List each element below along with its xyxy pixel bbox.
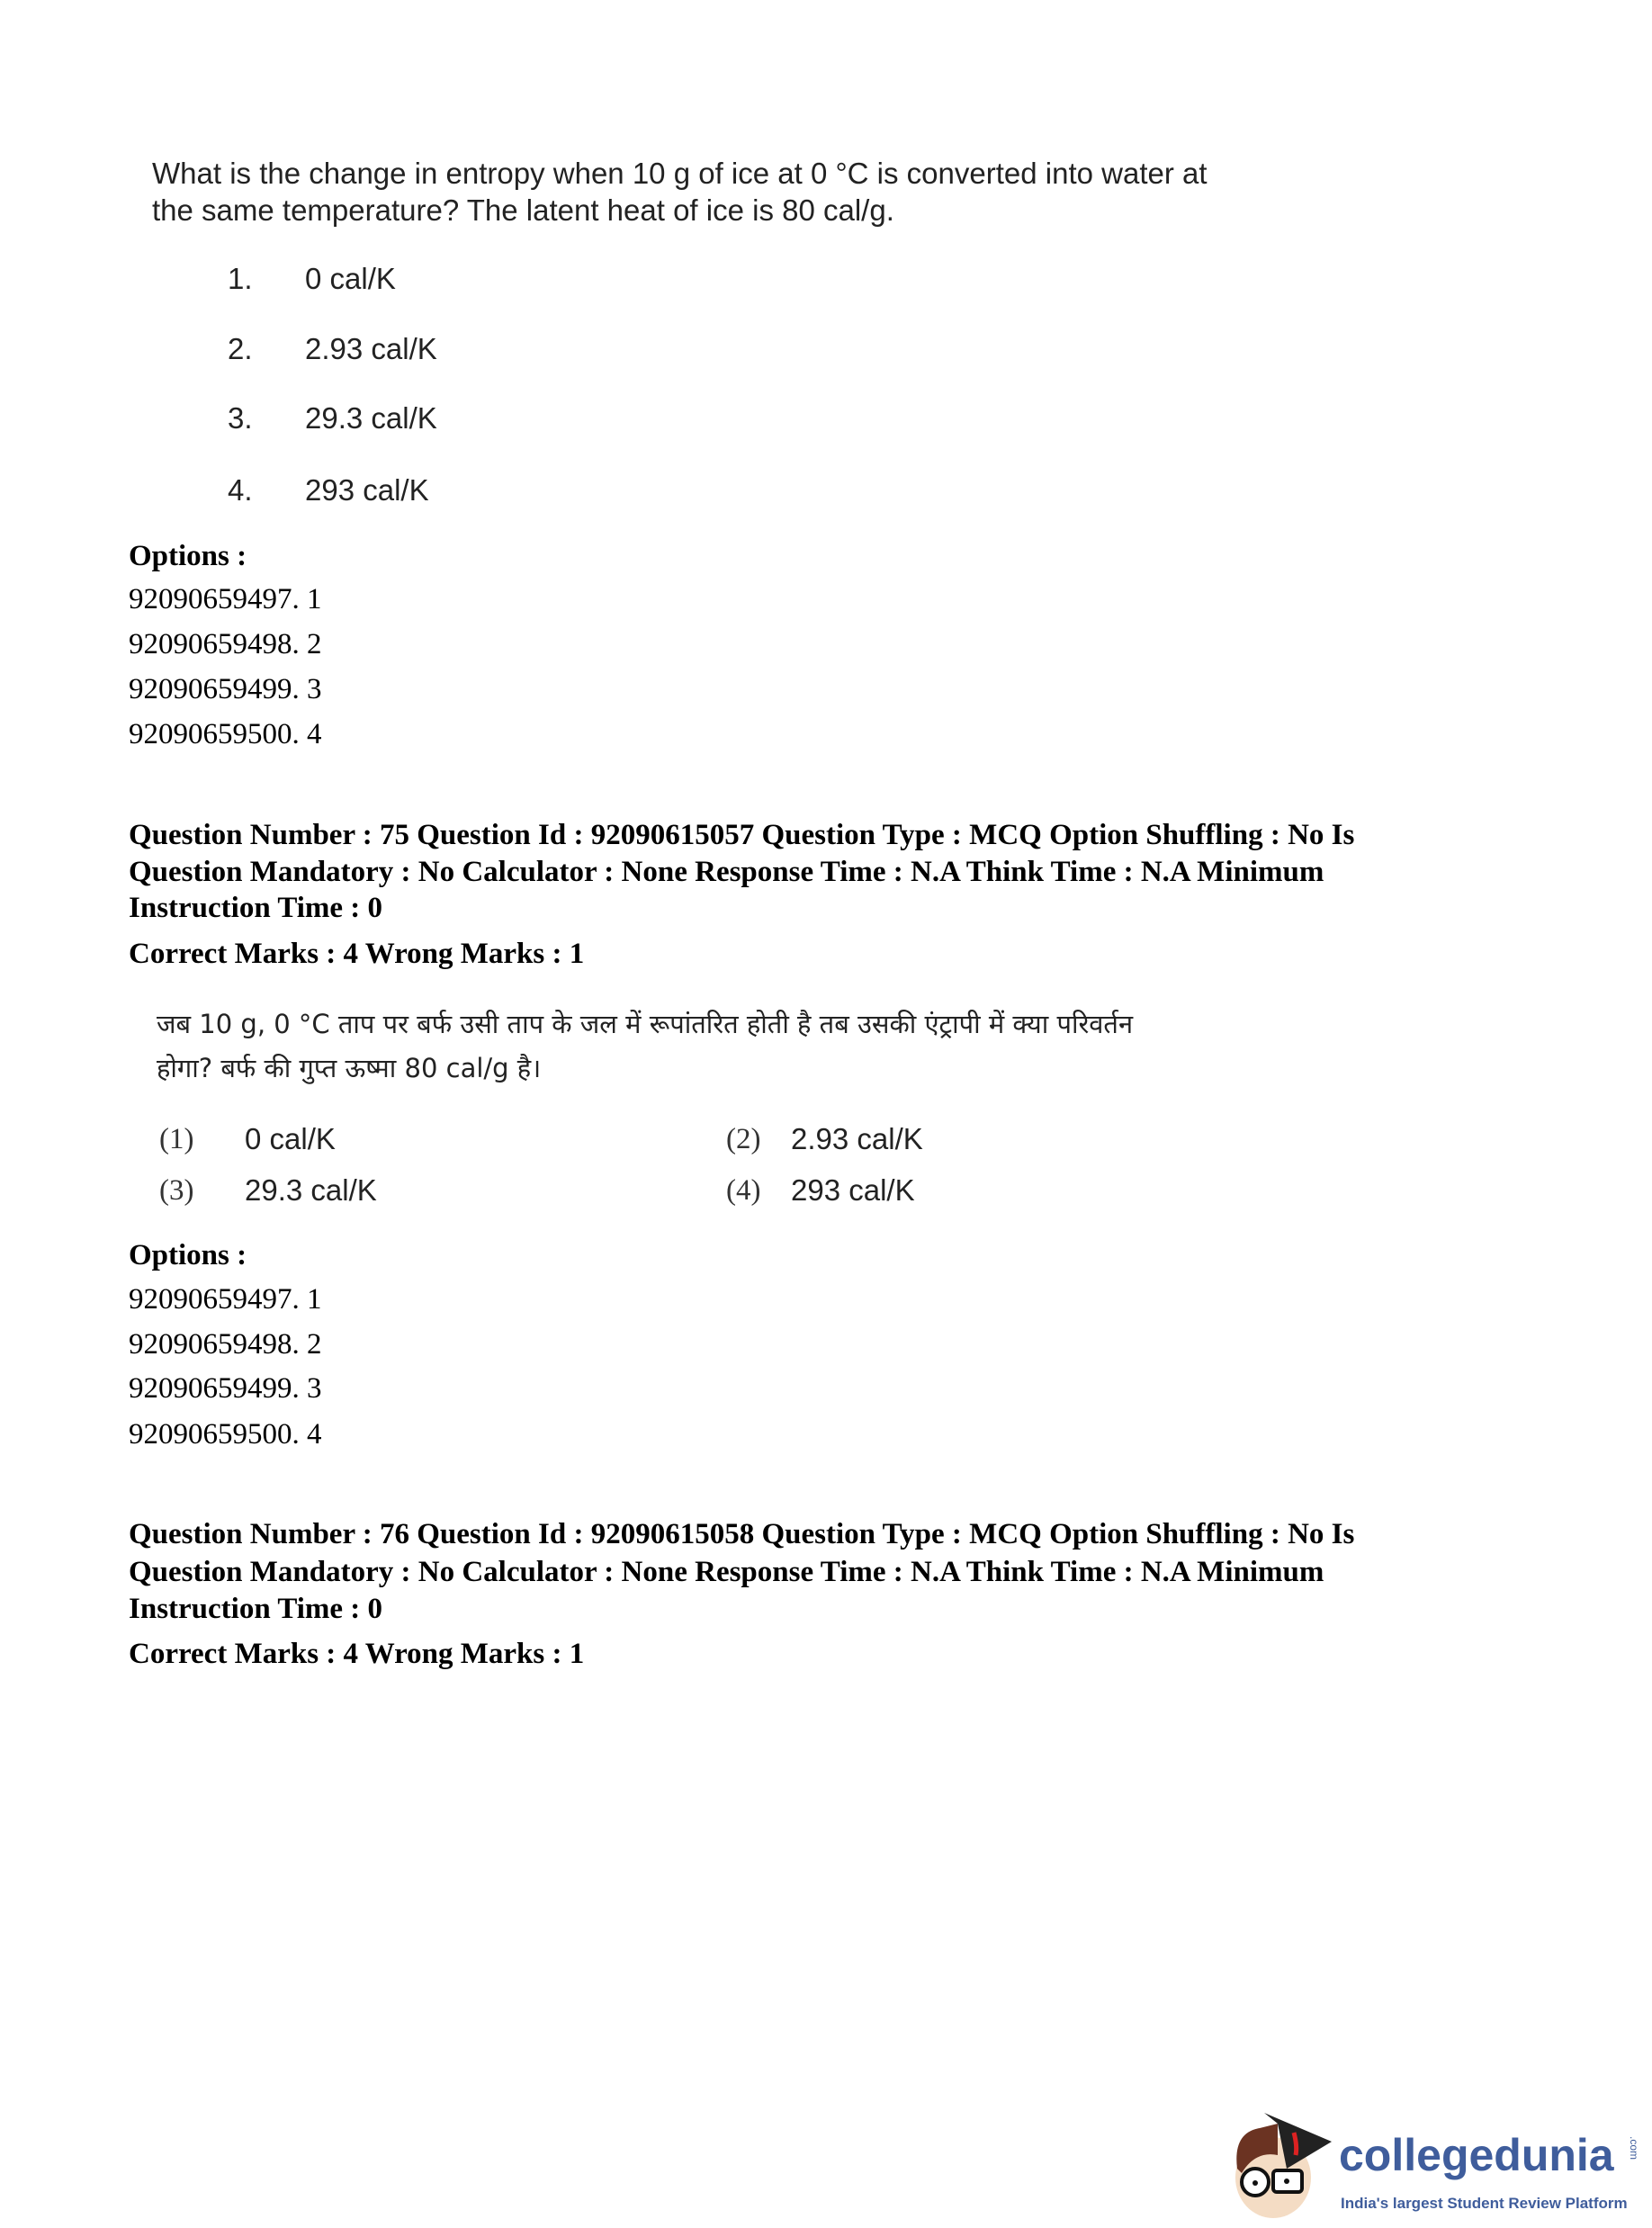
choice-text: 29.3 cal/K bbox=[305, 401, 437, 435]
choice-text: 0 cal/K bbox=[245, 1122, 336, 1155]
choice-text: 29.3 cal/K bbox=[245, 1173, 377, 1207]
question-header-line: Question Mandatory : No Calculator : None Response Time : N.A Think Time : N.A Minimum bbox=[129, 1556, 1324, 1588]
choice-text: 0 cal/K bbox=[305, 262, 396, 295]
mascot-icon bbox=[1224, 2106, 1341, 2223]
choice-number: (3) bbox=[159, 1174, 194, 1207]
choice-text: 2.93 cal/K bbox=[305, 332, 437, 365]
choice-number: (2) bbox=[726, 1123, 761, 1155]
option-id: 92090659499. 3 bbox=[129, 673, 322, 705]
question-text-line: होगा? बर्फ की गुप्त ऊष्मा 80 cal/g है। bbox=[157, 1053, 542, 1083]
option-id: 92090659498. 2 bbox=[129, 1328, 322, 1361]
choice-text: 2.93 cal/K bbox=[791, 1122, 923, 1155]
collegedunia-logo bbox=[1224, 2106, 1647, 2223]
option-id: 92090659497. 1 bbox=[129, 1283, 322, 1316]
question-header-line: Question Number : 76 Question Id : 92090615058 Question Type : MCQ Option Shuffling : No Is bbox=[129, 1518, 1355, 1550]
question-header-line: Question Number : 75 Question Id : 92090615057 Question Type : MCQ Option Shuffling : No Is bbox=[129, 819, 1355, 851]
question-header-line: Instruction Time : 0 bbox=[129, 892, 383, 924]
logo-suffix: .com bbox=[1628, 2136, 1640, 2161]
option-id: 92090659497. 1 bbox=[129, 583, 322, 615]
choice-number: (1) bbox=[159, 1123, 194, 1155]
question-text-line: जब 10 g, 0 °C ताप पर बर्फ उसी ताप के जल में रूपांतरित होती है तब उसकी एंट्रापी में क्या परिवर्तन bbox=[157, 1009, 1134, 1039]
option-id: 92090659498. 2 bbox=[129, 628, 322, 660]
question-header-line: Question Mandatory : No Calculator : None Response Time : N.A Think Time : N.A Minimum bbox=[129, 856, 1324, 888]
logo-tagline: India's largest Student Review Platform bbox=[1341, 2195, 1628, 2212]
choice-number: 4. bbox=[228, 473, 253, 507]
marks-line: Correct Marks : 4 Wrong Marks : 1 bbox=[129, 1638, 585, 1670]
choice-number: 1. bbox=[228, 262, 253, 295]
options-label: Options : bbox=[129, 1239, 247, 1271]
choice-text: 293 cal/K bbox=[791, 1173, 915, 1207]
options-label: Options : bbox=[129, 540, 247, 572]
choice-number: 3. bbox=[228, 401, 253, 435]
choice-number: 2. bbox=[228, 332, 253, 365]
choice-number: (4) bbox=[726, 1174, 761, 1207]
logo-wordmark: collegedunia bbox=[1339, 2130, 1614, 2180]
option-id: 92090659500. 4 bbox=[129, 718, 322, 750]
question-header-line: Instruction Time : 0 bbox=[129, 1593, 383, 1625]
question-text-line: the same temperature? The latent heat of ice is 80 cal/g. bbox=[152, 193, 894, 227]
option-id: 92090659499. 3 bbox=[129, 1372, 322, 1405]
marks-line: Correct Marks : 4 Wrong Marks : 1 bbox=[129, 938, 585, 970]
option-id: 92090659500. 4 bbox=[129, 1418, 322, 1451]
choice-text: 293 cal/K bbox=[305, 473, 429, 507]
question-text-line: What is the change in entropy when 10 g of ice at 0 °C is converted into water at bbox=[152, 157, 1208, 190]
